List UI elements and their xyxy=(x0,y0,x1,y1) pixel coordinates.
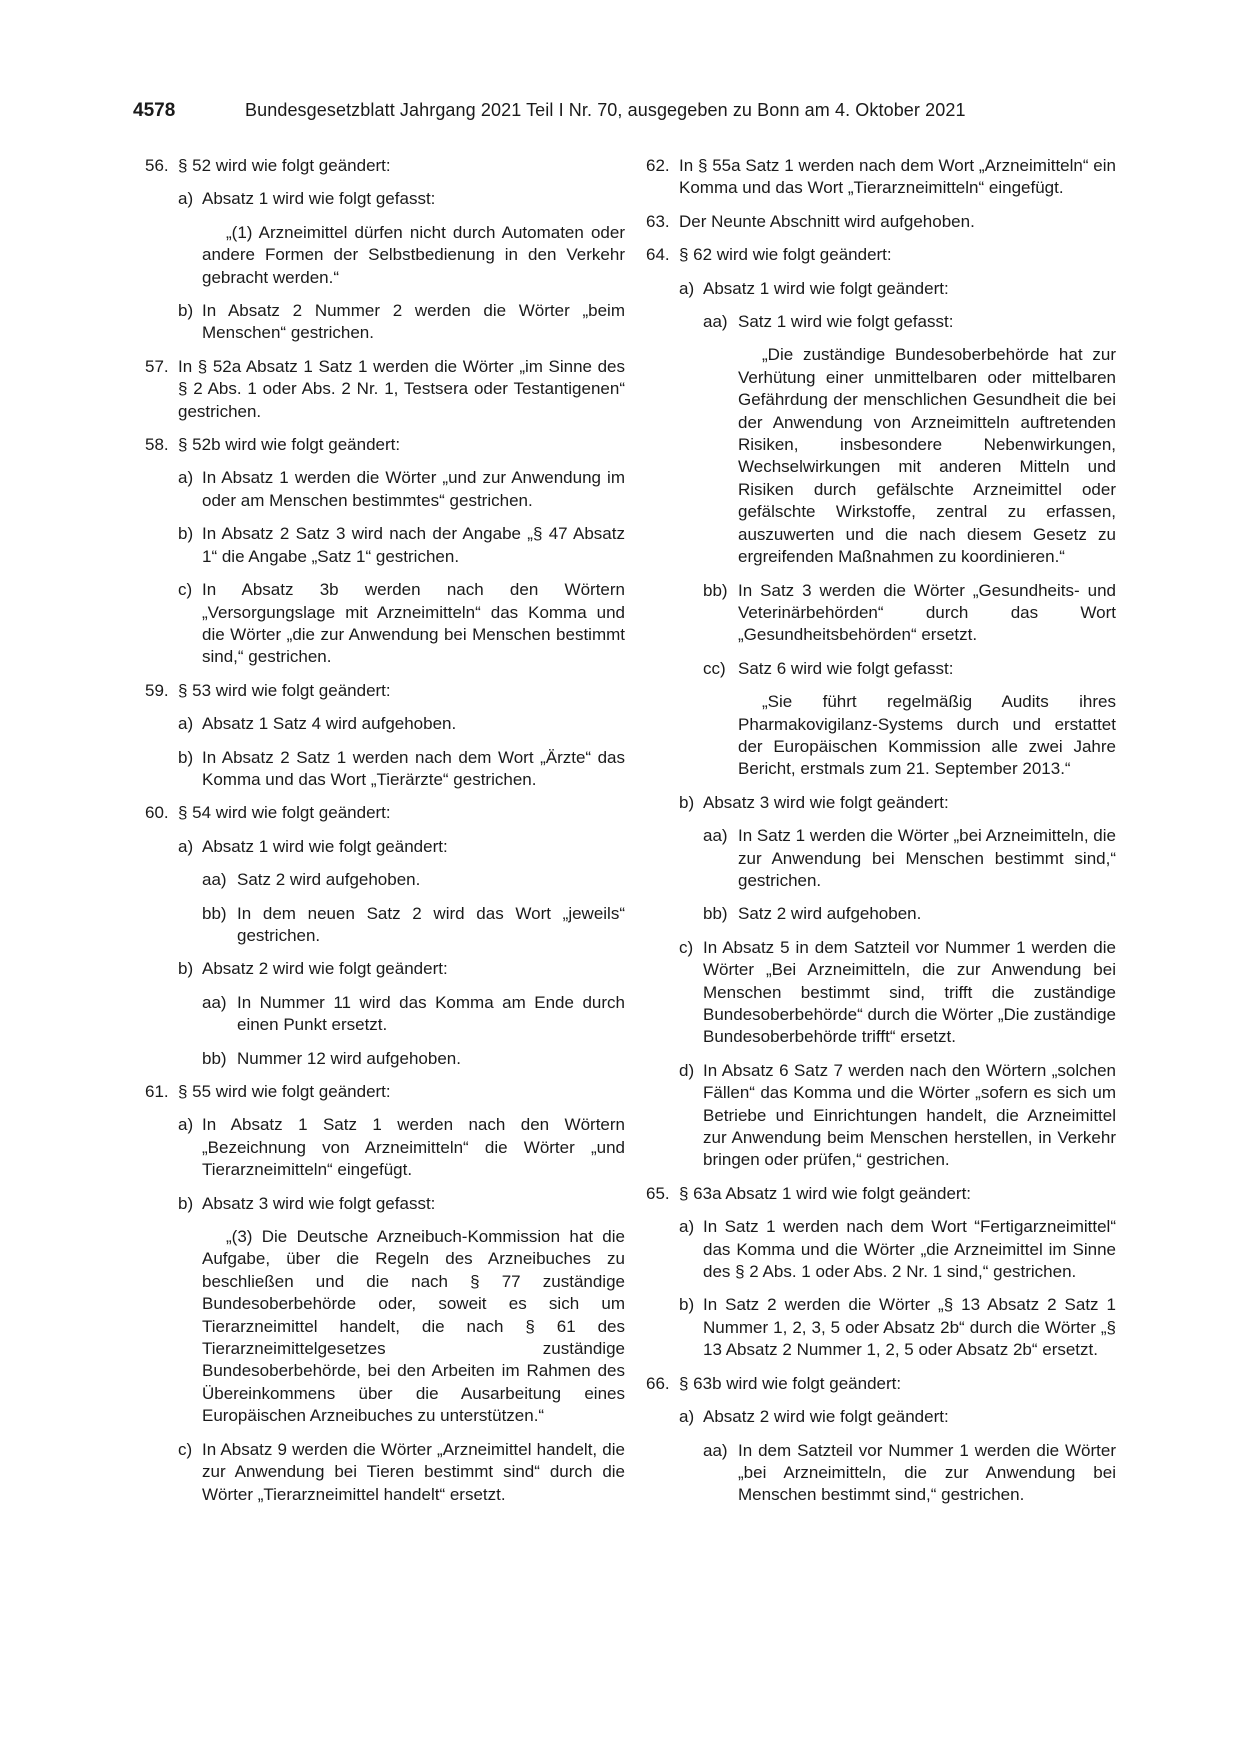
item-text: In Absatz 1 Satz 1 werden nach den Wörtern „Bezeichnung von Arzneimitteln“ die Wörter „und Tierarzneimitteln“ eingefügt. xyxy=(202,1115,625,1180)
item-text: In Absatz 6 Satz 7 werden nach den Wörtern „solchen Fällen“ das Komma und die Wörter „sofern es sich um Betriebe und Einrichtungen handelt, die Arzneimittel zur Anwendung beim Menschen herstellen, in Verkehr bringen oder prüfen,“ gestrichen. xyxy=(703,1060,1116,1170)
amendment-subitem xyxy=(646,1294,1116,1361)
item-label: aa) xyxy=(202,992,227,1012)
item-text: In Nummer 11 wird das Komma am Ende durch einen Punkt ersetzt. xyxy=(237,992,625,1035)
item-text: Absatz 3 wird wie folgt gefasst: xyxy=(202,1193,436,1213)
item-label: c) xyxy=(178,580,193,600)
amendment-subitem xyxy=(646,792,1116,814)
item-label: c) xyxy=(178,1439,193,1459)
quoted-text: „Die zuständige Bundesoberbehörde hat zur Verhütung einer unmittelbaren oder mittelbaren Gefährdung der menschlichen Gesundheit die bei der Anwendung von Arzneimitteln auftretenden Risiken, insbesondere Nebenwirkungen, Wechselwirkungen mit anderen Mitteln und Risiken durch gefälschte Arzneimittel oder gefälschte Wirkstoffe, zentral zu erfassen, auszuwerten und die nach diesem Gesetz zu ergreifenden Maßnahmen zu koordinieren.“ xyxy=(738,345,1116,567)
amendment-subitem xyxy=(646,1060,1116,1172)
item-label: bb) xyxy=(202,1048,227,1068)
item-label: b) xyxy=(178,524,194,544)
amendment-subitem xyxy=(145,579,625,669)
amendment-item xyxy=(145,680,625,702)
item-text: § 63b wird wie folgt geändert: xyxy=(679,1373,902,1393)
item-label: b) xyxy=(178,1193,194,1213)
amendment-subitem xyxy=(145,467,625,512)
item-text: In Satz 3 werden die Wörter „Gesundheits- und Veterinärbehörden“ durch das Wort „Gesundheitsbehörden“ ersetzt. xyxy=(738,580,1116,645)
item-label: cc) xyxy=(703,658,726,678)
item-text: Absatz 1 wird wie folgt gefasst: xyxy=(202,189,436,209)
item-text: In Absatz 9 werden die Wörter „Arzneimittel handelt, die zur Anwendung bei Tieren bestimmt sind“ durch die Wörter „Tierarzneimittel handelt“ ersetzt. xyxy=(202,1439,625,1504)
amendment-subitem xyxy=(145,1114,625,1181)
item-text: § 52b wird wie folgt geändert: xyxy=(178,435,401,455)
item-label: a) xyxy=(178,1115,194,1135)
amendment-subitem xyxy=(145,1048,625,1070)
amendment-item xyxy=(646,155,1116,200)
item-label: bb) xyxy=(703,904,728,924)
item-label: a) xyxy=(178,836,194,856)
item-label: b) xyxy=(679,792,695,812)
amendment-item xyxy=(145,155,625,177)
amendment-subitem xyxy=(646,937,1116,1049)
amendment-subitem xyxy=(646,1406,1116,1428)
amendment-subitem xyxy=(145,992,625,1037)
item-label: 60. xyxy=(145,803,169,823)
item-label: 57. xyxy=(145,356,169,376)
item-text: In Satz 1 werden nach dem Wort “Fertigarzneimittel“ das Komma und die Wörter „die Arzneimittel im Sinne des § 2 Abs. 1 oder Abs. 2 Nr. 1 sind,“ gestrichen. xyxy=(703,1217,1116,1282)
item-text: In Satz 1 werden die Wörter „bei Arzneimitteln, die zur Anwendung bei Menschen bestimmt sind,“ gestrichen. xyxy=(738,826,1116,890)
item-text: Satz 2 wird aufgehoben. xyxy=(738,904,922,924)
item-text: In dem neuen Satz 2 wird das Wort „jeweils“ gestrichen. xyxy=(237,903,625,945)
amendment-subitem xyxy=(145,836,625,858)
amendment-subitem xyxy=(145,903,625,948)
item-label: c) xyxy=(679,937,694,957)
item-text: In § 55a Satz 1 werden nach dem Wort „Arzneimitteln“ ein Komma und das Wort „Tierarzneimitteln“ eingefügt. xyxy=(679,156,1116,198)
item-label: b) xyxy=(178,747,194,767)
item-text: § 53 wird wie folgt geändert: xyxy=(178,680,391,700)
item-label: 66. xyxy=(646,1373,670,1393)
item-text: In Absatz 2 Satz 3 wird nach der Angabe „§ 47 Absatz 1“ die Angabe „Satz 1“ gestrichen. xyxy=(202,524,625,566)
item-label: bb) xyxy=(703,580,728,600)
item-text: In Absatz 2 Nummer 2 werden die Wörter „beim Menschen“ gestrichen. xyxy=(202,301,625,343)
item-label: a) xyxy=(679,1217,695,1237)
amendment-subitem xyxy=(145,188,625,210)
amendment-subitem xyxy=(646,658,1116,680)
amendment-item xyxy=(145,802,625,824)
quoted-text: „Sie führt regelmäßig Audits ihres Pharmakovigilanz-Systems durch und erstattet der Europäischen Kommission alle zwei Jahre Bericht, erstmals zum 21. September 2013.“ xyxy=(738,692,1116,779)
item-label: aa) xyxy=(703,312,728,332)
item-text: § 52 wird wie folgt geändert: xyxy=(178,156,391,175)
page-header xyxy=(133,100,1108,130)
item-label: 59. xyxy=(145,680,169,700)
amendment-item xyxy=(646,1183,1116,1205)
item-label: a) xyxy=(178,189,194,209)
item-label: b) xyxy=(679,1295,695,1315)
item-label: aa) xyxy=(703,1440,728,1460)
item-text: § 54 wird wie folgt geändert: xyxy=(178,803,391,823)
item-text: Absatz 2 wird wie folgt geändert: xyxy=(202,959,448,979)
amendment-item xyxy=(145,434,625,456)
gazette-title: Bundesgesetzblatt Jahrgang 2021 Teil I Nr. 70, ausgegeben zu Bonn am 4. Oktober 2021 xyxy=(245,100,966,120)
item-label: aa) xyxy=(703,826,728,846)
amendment-subitem xyxy=(646,580,1116,647)
item-text: Satz 2 wird aufgehoben. xyxy=(237,870,421,890)
amendment-item xyxy=(646,244,1116,266)
item-label: b) xyxy=(178,959,194,979)
amendment-subitem xyxy=(646,311,1116,333)
item-text: Absatz 1 Satz 4 wird aufgehoben. xyxy=(202,714,457,734)
item-text: § 63a Absatz 1 wird wie folgt geändert: xyxy=(679,1183,972,1203)
item-text: Der Neunte Abschnitt wird aufgehoben. xyxy=(679,211,975,231)
amendment-subitem xyxy=(145,869,625,891)
item-label: d) xyxy=(679,1060,695,1080)
item-text: Absatz 2 wird wie folgt geändert: xyxy=(703,1407,949,1427)
item-text: § 55 wird wie folgt geändert: xyxy=(178,1082,391,1101)
item-label: 65. xyxy=(646,1183,670,1203)
quoted-text: „(1) Arzneimittel dürfen nicht durch Automaten oder andere Formen der Selbstbedienung in den Verkehr gebracht werden.“ xyxy=(202,222,625,287)
item-label: a) xyxy=(178,468,194,488)
item-label: 62. xyxy=(646,156,670,175)
item-text: In dem Satzteil vor Nummer 1 werden die Wörter „bei Arzneimitteln, die zur Anwendung bei Menschen bestimmt sind,“ gestrichen. xyxy=(738,1440,1116,1505)
amendment-item xyxy=(646,1373,1116,1395)
amendment-item xyxy=(145,1081,625,1103)
item-text: In Absatz 2 Satz 1 werden nach dem Wort „Ärzte“ das Komma und das Wort „Tierärzte“ gestrichen. xyxy=(202,747,625,789)
item-label: a) xyxy=(178,714,194,734)
amendment-subitem xyxy=(646,1216,1116,1283)
item-text: In Absatz 5 in dem Satzteil vor Nummer 1 werden die Wörter „Bei Arzneimitteln, die zur Anwendung bei Menschen bestimmt sind, trifft die zuständige Bundesoberbehörde“ durch die Wörter „Die zuständige Bundesoberbehörde trifft“ ersetzt. xyxy=(703,937,1116,1047)
item-text: In § 52a Absatz 1 Satz 1 werden die Wörter „im Sinne des § 2 Abs. 1 oder Abs. 2 Nr. 1, Testsera oder Testantigenen“ gestrichen. xyxy=(178,356,625,421)
item-label: 58. xyxy=(145,435,169,455)
amendment-subitem xyxy=(145,747,625,792)
item-label: 63. xyxy=(646,211,670,231)
amendment-subitem xyxy=(145,300,625,345)
item-text: Absatz 1 wird wie folgt geändert: xyxy=(202,836,448,856)
amendment-subitem xyxy=(145,1439,625,1506)
amendment-subitem xyxy=(646,278,1116,300)
item-label: bb) xyxy=(202,903,227,923)
item-label: 56. xyxy=(145,156,169,175)
item-text: § 62 wird wie folgt geändert: xyxy=(679,245,892,265)
item-text: Satz 6 wird wie folgt gefasst: xyxy=(738,658,954,678)
item-text: In Absatz 1 werden die Wörter „und zur Anwendung im oder am Menschen bestimmtes“ gestrichen. xyxy=(202,468,625,510)
amendment-subitem xyxy=(145,713,625,735)
page-number: 4578 xyxy=(133,100,176,121)
left-column xyxy=(145,155,625,1517)
amendment-subitem xyxy=(145,523,625,568)
item-label: 61. xyxy=(145,1082,169,1101)
amendment-subitem xyxy=(646,1440,1116,1507)
amendment-subitem xyxy=(145,958,625,980)
amendment-item xyxy=(145,356,625,423)
item-label: a) xyxy=(679,278,695,298)
item-label: aa) xyxy=(202,870,227,890)
item-text: In Satz 2 werden die Wörter „§ 13 Absatz 2 Satz 1 Nummer 1, 2, 3, 5 oder Absatz 2b“ durch die Wörter „§ 13 Absatz 2 Nummer 1, 2, 5 oder Absatz 2b“ ersetzt. xyxy=(703,1295,1116,1360)
amendment-item xyxy=(646,211,1116,233)
right-column xyxy=(646,155,1116,1518)
item-text: In Absatz 3b werden nach den Wörtern „Versorgungslage mit Arzneimitteln“ das Komma und die Wörter „die zur Anwendung bei Menschen bestimmt sind,“ gestrichen. xyxy=(202,580,625,667)
item-label: 64. xyxy=(646,245,670,265)
item-text: Satz 1 wird wie folgt gefasst: xyxy=(738,312,954,332)
item-text: Absatz 3 wird wie folgt geändert: xyxy=(703,792,949,812)
item-text: Nummer 12 wird aufgehoben. xyxy=(237,1048,461,1068)
item-label: b) xyxy=(178,301,194,321)
amendment-subitem xyxy=(646,825,1116,892)
item-label: a) xyxy=(679,1407,695,1427)
amendment-subitem xyxy=(145,1193,625,1215)
item-text: Absatz 1 wird wie folgt geändert: xyxy=(703,278,949,298)
amendment-subitem xyxy=(646,903,1116,925)
quoted-text: „(3) Die Deutsche Arzneibuch-Kommission hat die Aufgabe, über die Regeln des Arzneibuches zu beschließen und die nach § 77 zuständige Bundesoberbehörde oder, soweit es sich um Tierarzneimittel handelt, die nach § 61 des Tierarzneimittelgesetzes zuständige Bundesoberbehörde, bei den Arbeiten im Rahmen des Übereinkommens über die Ausarbeitung eines Europäischen Arzneibuches zu unterstützen.“ xyxy=(202,1227,625,1426)
